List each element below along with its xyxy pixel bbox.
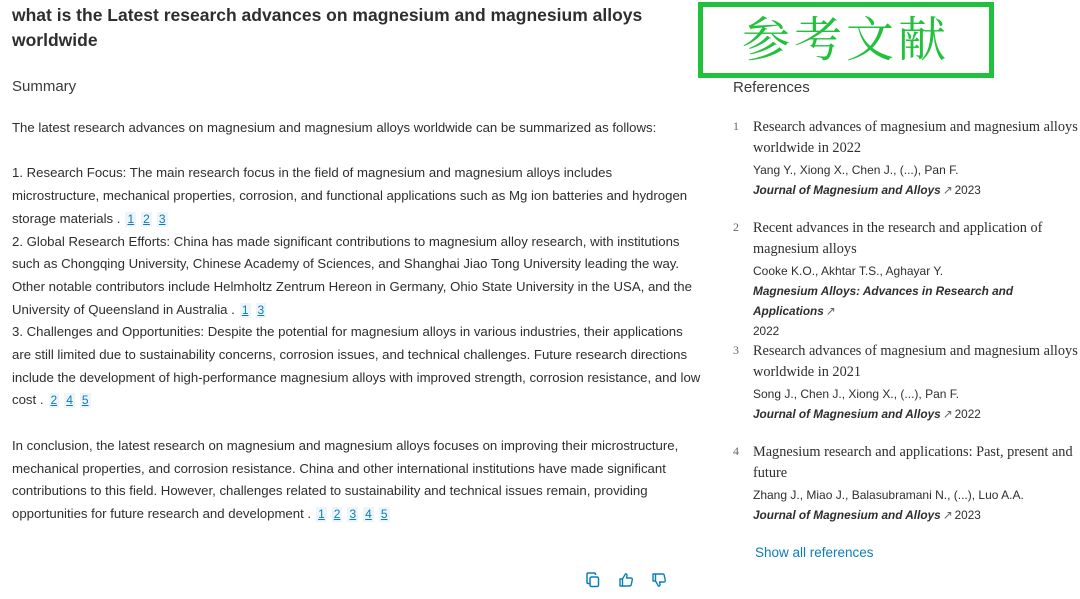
reference-year: 2023 [954, 183, 981, 197]
reference-number: 3 [733, 343, 739, 357]
reference-number: 4 [733, 444, 739, 458]
reference-authors: Zhang J., Miao J., Balasubramani N., (...), Luo A.A. [753, 488, 1024, 502]
reference-authors: Yang Y., Xiong X., Chen J., (...), Pan F. [753, 163, 959, 177]
external-link-icon: ↗ [942, 508, 953, 522]
references-banner [698, 2, 994, 78]
reference-list [733, 117, 1078, 525]
reference-journal-link[interactable]: Magnesium Alloys: Advances in Research and Applications [753, 284, 1014, 318]
summary-body [12, 117, 702, 526]
citation-link[interactable]: 1 [318, 506, 325, 521]
citation-link[interactable]: 3 [257, 302, 265, 317]
citation-link[interactable]: 4 [66, 393, 73, 408]
citation-link[interactable]: 3 [158, 211, 166, 226]
reference-journal-line [753, 505, 1078, 525]
reference-journal-link[interactable]: Journal of Magnesium and Alloys [753, 407, 941, 421]
reference-number: 1 [733, 119, 739, 133]
feedback-toolbar [584, 571, 668, 589]
references-heading: References [733, 79, 810, 96]
reference-journal-line [753, 281, 1078, 341]
summary-point-text: 2. Global Research Efforts: China has made significant contributions to magnesium alloy research, with institutions such as Chongqing University, Chinese Academy of Sciences, and Shanghai Jiao Tong University leading the way. Other notable contributors include Helmholtz Zentrum Hereon in Germany, Ohio State University in the USA, and the University of Queensland in Australia . [12, 233, 692, 317]
thumbs-down-icon[interactable] [650, 571, 668, 589]
summary-conclusion-text: In conclusion, the latest research on magnesium and magnesium alloys focuses on improving their microstructure, mechanical properties, and corrosion resistance. China and other international institutions have made significant contributions to this field. However, challenges related to sustainability and technical issues remain, providing opportunities for future research and development . [12, 437, 679, 521]
citation-link[interactable]: 2 [143, 211, 150, 226]
summary-point [12, 321, 702, 412]
reference-item [733, 442, 1078, 525]
citation-link[interactable]: 1 [127, 211, 135, 226]
reference-item [733, 117, 1078, 218]
reference-title-link[interactable]: Research advances of magnesium and magnesium alloys worldwide in 2021 [753, 343, 1078, 380]
citation-link[interactable]: 5 [81, 393, 89, 408]
citation-link[interactable]: 2 [50, 393, 58, 408]
reference-title-link[interactable]: Magnesium research and applications: Past, present and future [753, 444, 1073, 481]
question-title: what is the Latest research advances on magnesium and magnesium alloys worldwide [12, 5, 643, 50]
reference-journal-line [753, 404, 1078, 424]
external-link-icon: ↗ [942, 183, 953, 197]
citation-link[interactable]: 2 [333, 506, 341, 521]
citation-link[interactable]: 5 [380, 506, 388, 521]
thumbs-up-icon[interactable] [617, 571, 635, 589]
citation-link[interactable]: 1 [241, 302, 249, 317]
reference-number: 2 [733, 220, 739, 234]
reference-item [733, 218, 1078, 341]
reference-authors: Cooke K.O., Akhtar T.S., Aghayar Y. [753, 264, 944, 278]
external-link-icon: ↗ [825, 304, 836, 318]
reference-year: 2023 [954, 508, 981, 522]
summary-intro: The latest research advances on magnesium and magnesium alloys worldwide can be summarized as follows: [12, 120, 657, 135]
citation-links [44, 392, 91, 407]
reference-year: 2022 [954, 407, 981, 421]
citation-link[interactable]: 4 [365, 506, 372, 521]
reference-year: 2022 [753, 324, 780, 338]
summary-point-text: 3. Challenges and Opportunities: Despite the potential for magnesium alloys in various industries, their applications are still limited due to sustainability concerns, corrosion issues, and technical challenges. Future research directions include the development of high-performance magnesium alloys with improved strength, corrosion resistance, and low cost . [12, 324, 701, 408]
reference-item [733, 341, 1078, 442]
reference-title-link[interactable]: Recent advances in the research and application of magnesium alloys [753, 220, 1043, 257]
summary-heading: Summary [12, 78, 77, 95]
summary-point [12, 231, 702, 322]
summary-point [12, 162, 702, 230]
summary-conclusion [12, 435, 702, 526]
external-link-icon: ↗ [942, 407, 953, 421]
reference-journal-line [753, 180, 1078, 200]
reference-journal-link[interactable]: Journal of Magnesium and Alloys [753, 183, 941, 197]
reference-title-link[interactable]: Research advances of magnesium and magnesium alloys worldwide in 2022 [753, 119, 1078, 156]
citation-links [120, 211, 167, 226]
copy-icon[interactable] [584, 571, 602, 589]
summary-point-text: 1. Research Focus: The main research focus in the field of magnesium and magnesium alloys includes microstructure, mechanical properties, corrosion, and functional applications such as Mg ion batteries and hydrogen storage materials . [12, 165, 688, 226]
reference-journal-link[interactable]: Journal of Magnesium and Alloys [753, 508, 941, 522]
show-all-references-link[interactable]: Show all references [755, 545, 874, 560]
citation-links [235, 302, 266, 317]
citation-links [311, 506, 389, 521]
references-banner-label: 参考文献 [741, 12, 951, 68]
citation-link[interactable]: 3 [349, 506, 357, 521]
references-banner-text [736, 9, 956, 71]
reference-authors: Song J., Chen J., Xiong X., (...), Pan F. [753, 387, 960, 401]
